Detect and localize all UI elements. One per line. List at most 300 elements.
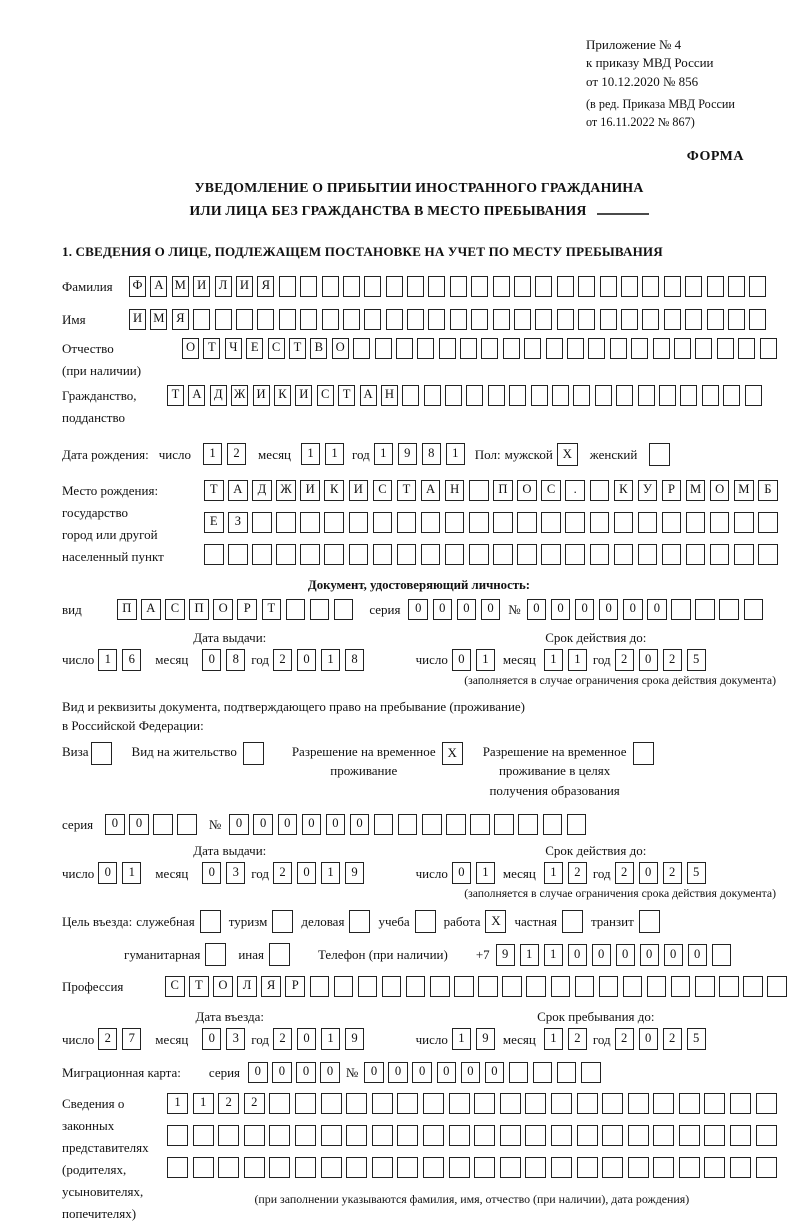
- form-cell[interactable]: [756, 1125, 777, 1146]
- form-cell[interactable]: 1: [98, 649, 117, 671]
- form-cell[interactable]: [695, 599, 715, 620]
- form-cell[interactable]: Т: [262, 599, 282, 620]
- form-cell[interactable]: Т: [397, 480, 417, 501]
- form-cell[interactable]: П: [493, 480, 513, 501]
- form-cell[interactable]: [719, 976, 739, 997]
- form-cell[interactable]: [557, 1062, 577, 1083]
- form-cell[interactable]: [616, 385, 633, 406]
- form-cell[interactable]: Д: [252, 480, 272, 501]
- form-cell[interactable]: [421, 544, 441, 565]
- form-cell[interactable]: 2: [218, 1093, 239, 1114]
- form-cell[interactable]: [758, 544, 778, 565]
- form-cell[interactable]: [493, 309, 510, 330]
- form-cell[interactable]: [728, 309, 745, 330]
- form-cell[interactable]: 0: [647, 599, 667, 620]
- form-cell[interactable]: [474, 1157, 495, 1178]
- purpose-humanitarian-checkbox[interactable]: [205, 943, 226, 966]
- form-cell[interactable]: [525, 1157, 546, 1178]
- form-cell[interactable]: 2: [663, 1028, 682, 1050]
- purpose-transit-checkbox[interactable]: [639, 910, 660, 933]
- form-cell[interactable]: И: [300, 480, 320, 501]
- form-cell[interactable]: 0: [688, 944, 707, 966]
- form-cell[interactable]: [300, 276, 317, 297]
- form-cell[interactable]: [396, 338, 413, 359]
- form-cell[interactable]: [218, 1157, 239, 1178]
- form-cell[interactable]: [704, 1157, 725, 1178]
- form-cell[interactable]: И: [349, 480, 369, 501]
- form-cell[interactable]: [386, 309, 403, 330]
- form-cell[interactable]: 2: [568, 1028, 587, 1050]
- form-cell[interactable]: [500, 1093, 521, 1114]
- form-cell[interactable]: [659, 385, 676, 406]
- form-cell[interactable]: [695, 338, 712, 359]
- form-cell[interactable]: [546, 338, 563, 359]
- form-cell[interactable]: [551, 1093, 572, 1114]
- form-cell[interactable]: [686, 512, 706, 533]
- form-cell[interactable]: [469, 544, 489, 565]
- form-cell[interactable]: [738, 338, 755, 359]
- form-cell[interactable]: 0: [623, 599, 643, 620]
- form-cell[interactable]: 2: [615, 649, 634, 671]
- temp-residence-education-checkbox[interactable]: [633, 742, 654, 765]
- form-cell[interactable]: 0: [229, 814, 249, 835]
- form-cell[interactable]: [664, 276, 681, 297]
- form-cell[interactable]: [244, 1125, 265, 1146]
- form-cell[interactable]: [343, 309, 360, 330]
- form-cell[interactable]: [590, 544, 610, 565]
- form-cell[interactable]: А: [421, 480, 441, 501]
- form-cell[interactable]: [653, 1157, 674, 1178]
- form-cell[interactable]: 2: [615, 1028, 634, 1050]
- form-cell[interactable]: [279, 276, 296, 297]
- form-cell[interactable]: [321, 1125, 342, 1146]
- form-cell[interactable]: [533, 1062, 553, 1083]
- form-cell[interactable]: М: [172, 276, 189, 297]
- form-cell[interactable]: [509, 385, 526, 406]
- form-cell[interactable]: 0: [664, 944, 683, 966]
- form-cell[interactable]: [422, 814, 442, 835]
- purpose-work-checkbox[interactable]: X: [485, 910, 506, 933]
- purpose-study-checkbox[interactable]: [415, 910, 436, 933]
- form-cell[interactable]: [526, 976, 546, 997]
- female-checkbox[interactable]: [649, 443, 670, 466]
- form-cell[interactable]: Ф: [129, 276, 146, 297]
- form-cell[interactable]: [638, 544, 658, 565]
- form-cell[interactable]: [614, 512, 634, 533]
- form-cell[interactable]: [349, 512, 369, 533]
- form-cell[interactable]: Я: [257, 276, 274, 297]
- form-cell[interactable]: [397, 1093, 418, 1114]
- form-cell[interactable]: Т: [338, 385, 355, 406]
- form-cell[interactable]: С: [317, 385, 334, 406]
- form-cell[interactable]: [372, 1157, 393, 1178]
- form-cell[interactable]: [642, 276, 659, 297]
- form-cell[interactable]: 1: [321, 649, 340, 671]
- form-cell[interactable]: 1: [476, 649, 495, 671]
- form-cell[interactable]: 2: [98, 1028, 117, 1050]
- form-cell[interactable]: К: [614, 480, 634, 501]
- form-cell[interactable]: [600, 276, 617, 297]
- form-cell[interactable]: И: [295, 385, 312, 406]
- form-cell[interactable]: [662, 544, 682, 565]
- form-cell[interactable]: 1: [321, 862, 340, 884]
- form-cell[interactable]: 2: [663, 649, 682, 671]
- form-cell[interactable]: Ч: [225, 338, 242, 359]
- form-cell[interactable]: [614, 544, 634, 565]
- form-cell[interactable]: [386, 276, 403, 297]
- form-cell[interactable]: [679, 1125, 700, 1146]
- form-cell[interactable]: [758, 512, 778, 533]
- form-cell[interactable]: [373, 512, 393, 533]
- form-cell[interactable]: [518, 814, 538, 835]
- form-cell[interactable]: А: [360, 385, 377, 406]
- form-cell[interactable]: [300, 512, 320, 533]
- form-cell[interactable]: [653, 338, 670, 359]
- form-cell[interactable]: [517, 512, 537, 533]
- form-cell[interactable]: 0: [364, 1062, 384, 1083]
- form-cell[interactable]: [353, 338, 370, 359]
- form-cell[interactable]: [595, 385, 612, 406]
- form-cell[interactable]: [193, 309, 210, 330]
- form-cell[interactable]: [590, 512, 610, 533]
- form-cell[interactable]: С: [541, 480, 561, 501]
- form-cell[interactable]: А: [141, 599, 161, 620]
- form-cell[interactable]: [358, 976, 378, 997]
- form-cell[interactable]: [671, 599, 691, 620]
- form-cell[interactable]: С: [373, 480, 393, 501]
- form-cell[interactable]: [295, 1093, 316, 1114]
- form-cell[interactable]: 0: [568, 944, 587, 966]
- form-cell[interactable]: [525, 1093, 546, 1114]
- form-cell[interactable]: [674, 338, 691, 359]
- form-cell[interactable]: 0: [202, 1028, 221, 1050]
- form-cell[interactable]: [565, 512, 585, 533]
- form-cell[interactable]: 0: [320, 1062, 340, 1083]
- form-cell[interactable]: О: [517, 480, 537, 501]
- form-cell[interactable]: [704, 1125, 725, 1146]
- form-cell[interactable]: [493, 512, 513, 533]
- form-cell[interactable]: [346, 1157, 367, 1178]
- form-cell[interactable]: К: [324, 480, 344, 501]
- form-cell[interactable]: 9: [496, 944, 515, 966]
- form-cell[interactable]: 2: [663, 862, 682, 884]
- form-cell[interactable]: 9: [345, 862, 364, 884]
- form-cell[interactable]: [551, 1157, 572, 1178]
- form-cell[interactable]: [349, 544, 369, 565]
- form-cell[interactable]: [565, 544, 585, 565]
- form-cell[interactable]: [382, 976, 402, 997]
- form-cell[interactable]: [493, 544, 513, 565]
- form-cell[interactable]: Ж: [231, 385, 248, 406]
- form-cell[interactable]: 0: [202, 649, 221, 671]
- form-cell[interactable]: Н: [445, 480, 465, 501]
- form-cell[interactable]: 2: [568, 862, 587, 884]
- form-cell[interactable]: 0: [296, 1062, 316, 1083]
- form-cell[interactable]: [535, 276, 552, 297]
- form-cell[interactable]: [478, 976, 498, 997]
- form-cell[interactable]: [514, 309, 531, 330]
- form-cell[interactable]: [300, 544, 320, 565]
- form-cell[interactable]: [631, 338, 648, 359]
- form-cell[interactable]: 1: [568, 649, 587, 671]
- form-cell[interactable]: Т: [204, 480, 224, 501]
- form-cell[interactable]: 1: [544, 862, 563, 884]
- form-cell[interactable]: [734, 512, 754, 533]
- form-cell[interactable]: [623, 976, 643, 997]
- form-cell[interactable]: Р: [237, 599, 257, 620]
- visa-checkbox[interactable]: [91, 742, 112, 765]
- form-cell[interactable]: [295, 1125, 316, 1146]
- form-cell[interactable]: М: [150, 309, 167, 330]
- form-cell[interactable]: [215, 309, 232, 330]
- form-cell[interactable]: [602, 1157, 623, 1178]
- form-cell[interactable]: [324, 544, 344, 565]
- form-cell[interactable]: 1: [544, 944, 563, 966]
- form-cell[interactable]: 0: [412, 1062, 432, 1083]
- form-cell[interactable]: 0: [408, 599, 428, 620]
- form-cell[interactable]: [466, 385, 483, 406]
- form-cell[interactable]: [334, 976, 354, 997]
- form-cell[interactable]: 2: [244, 1093, 265, 1114]
- form-cell[interactable]: [423, 1093, 444, 1114]
- form-cell[interactable]: А: [150, 276, 167, 297]
- form-cell[interactable]: [310, 599, 330, 620]
- form-cell[interactable]: 0: [105, 814, 125, 835]
- form-cell[interactable]: 0: [481, 599, 501, 620]
- form-cell[interactable]: [707, 276, 724, 297]
- form-cell[interactable]: [702, 385, 719, 406]
- form-cell[interactable]: [406, 976, 426, 997]
- form-cell[interactable]: [730, 1157, 751, 1178]
- form-cell[interactable]: 2: [273, 1028, 292, 1050]
- form-cell[interactable]: [449, 1125, 470, 1146]
- form-cell[interactable]: 0: [452, 649, 471, 671]
- form-cell[interactable]: [346, 1125, 367, 1146]
- form-cell[interactable]: [346, 1093, 367, 1114]
- form-cell[interactable]: [374, 814, 394, 835]
- residence-permit-checkbox[interactable]: [243, 742, 264, 765]
- form-cell[interactable]: 0: [575, 599, 595, 620]
- form-cell[interactable]: И: [253, 385, 270, 406]
- form-cell[interactable]: 1: [520, 944, 539, 966]
- purpose-other-checkbox[interactable]: [269, 943, 290, 966]
- form-cell[interactable]: [577, 1093, 598, 1114]
- form-cell[interactable]: [445, 385, 462, 406]
- form-cell[interactable]: [638, 385, 655, 406]
- form-cell[interactable]: И: [236, 276, 253, 297]
- form-cell[interactable]: [470, 814, 490, 835]
- form-cell[interactable]: Т: [189, 976, 209, 997]
- form-cell[interactable]: [450, 276, 467, 297]
- form-cell[interactable]: [744, 599, 764, 620]
- form-cell[interactable]: [712, 944, 731, 966]
- form-cell[interactable]: [642, 309, 659, 330]
- form-cell[interactable]: 1: [122, 862, 141, 884]
- form-cell[interactable]: К: [274, 385, 291, 406]
- form-cell[interactable]: А: [188, 385, 205, 406]
- form-cell[interactable]: [321, 1157, 342, 1178]
- purpose-tourism-checkbox[interactable]: [272, 910, 293, 933]
- form-cell[interactable]: П: [117, 599, 137, 620]
- form-cell[interactable]: 1: [325, 443, 344, 465]
- form-cell[interactable]: 7: [122, 1028, 141, 1050]
- form-cell[interactable]: [300, 309, 317, 330]
- form-cell[interactable]: А: [228, 480, 248, 501]
- form-cell[interactable]: [372, 1125, 393, 1146]
- form-cell[interactable]: [474, 1125, 495, 1146]
- form-cell[interactable]: М: [734, 480, 754, 501]
- form-cell[interactable]: [494, 814, 514, 835]
- form-cell[interactable]: [728, 276, 745, 297]
- form-cell[interactable]: 2: [273, 862, 292, 884]
- form-cell[interactable]: 0: [202, 862, 221, 884]
- form-cell[interactable]: [599, 976, 619, 997]
- form-cell[interactable]: [671, 976, 691, 997]
- form-cell[interactable]: [236, 309, 253, 330]
- form-cell[interactable]: 0: [461, 1062, 481, 1083]
- form-cell[interactable]: 9: [398, 443, 417, 465]
- form-cell[interactable]: [471, 309, 488, 330]
- form-cell[interactable]: С: [165, 976, 185, 997]
- form-cell[interactable]: 5: [687, 862, 706, 884]
- form-cell[interactable]: [407, 309, 424, 330]
- form-cell[interactable]: [500, 1157, 521, 1178]
- form-cell[interactable]: 0: [616, 944, 635, 966]
- form-cell[interactable]: Н: [381, 385, 398, 406]
- form-cell[interactable]: 1: [203, 443, 222, 465]
- form-cell[interactable]: П: [189, 599, 209, 620]
- form-cell[interactable]: [749, 276, 766, 297]
- form-cell[interactable]: [551, 976, 571, 997]
- form-cell[interactable]: Я: [172, 309, 189, 330]
- form-cell[interactable]: [269, 1157, 290, 1178]
- form-cell[interactable]: [373, 544, 393, 565]
- form-cell[interactable]: [276, 544, 296, 565]
- form-cell[interactable]: [423, 1157, 444, 1178]
- form-cell[interactable]: [445, 512, 465, 533]
- form-cell[interactable]: [398, 814, 418, 835]
- form-cell[interactable]: [364, 276, 381, 297]
- form-cell[interactable]: [600, 309, 617, 330]
- form-cell[interactable]: 0: [297, 862, 316, 884]
- form-cell[interactable]: [493, 276, 510, 297]
- form-cell[interactable]: Д: [210, 385, 227, 406]
- form-cell[interactable]: [602, 1093, 623, 1114]
- form-cell[interactable]: [343, 276, 360, 297]
- form-cell[interactable]: И: [129, 309, 146, 330]
- form-cell[interactable]: [621, 276, 638, 297]
- form-cell[interactable]: [430, 976, 450, 997]
- form-cell[interactable]: [730, 1093, 751, 1114]
- form-cell[interactable]: [577, 1157, 598, 1178]
- form-cell[interactable]: [509, 1062, 529, 1083]
- form-cell[interactable]: С: [268, 338, 285, 359]
- form-cell[interactable]: И: [193, 276, 210, 297]
- form-cell[interactable]: [279, 309, 296, 330]
- form-cell[interactable]: [679, 1157, 700, 1178]
- form-cell[interactable]: [638, 512, 658, 533]
- form-cell[interactable]: [397, 1125, 418, 1146]
- form-cell[interactable]: [460, 338, 477, 359]
- male-checkbox[interactable]: X: [557, 443, 578, 466]
- form-cell[interactable]: [276, 512, 296, 533]
- form-cell[interactable]: .: [565, 480, 585, 501]
- form-cell[interactable]: [488, 385, 505, 406]
- form-cell[interactable]: 0: [98, 862, 117, 884]
- form-cell[interactable]: [269, 1093, 290, 1114]
- form-cell[interactable]: [680, 385, 697, 406]
- form-cell[interactable]: 3: [226, 1028, 245, 1050]
- form-cell[interactable]: [573, 385, 590, 406]
- form-cell[interactable]: [719, 599, 739, 620]
- form-cell[interactable]: [575, 976, 595, 997]
- form-cell[interactable]: [322, 309, 339, 330]
- form-cell[interactable]: 0: [457, 599, 477, 620]
- form-cell[interactable]: [760, 338, 777, 359]
- form-cell[interactable]: Б: [758, 480, 778, 501]
- form-cell[interactable]: Е: [204, 512, 224, 533]
- form-cell[interactable]: [717, 338, 734, 359]
- form-cell[interactable]: 0: [278, 814, 298, 835]
- form-cell[interactable]: 8: [422, 443, 441, 465]
- form-cell[interactable]: [153, 814, 173, 835]
- form-cell[interactable]: [310, 976, 330, 997]
- form-cell[interactable]: [610, 338, 627, 359]
- form-cell[interactable]: [734, 544, 754, 565]
- form-cell[interactable]: О: [332, 338, 349, 359]
- form-cell[interactable]: [474, 1093, 495, 1114]
- form-cell[interactable]: [428, 309, 445, 330]
- form-cell[interactable]: [372, 1093, 393, 1114]
- form-cell[interactable]: 0: [248, 1062, 268, 1083]
- form-cell[interactable]: 1: [446, 443, 465, 465]
- form-cell[interactable]: 0: [639, 1028, 658, 1050]
- form-cell[interactable]: [647, 976, 667, 997]
- form-cell[interactable]: 0: [599, 599, 619, 620]
- form-cell[interactable]: [749, 309, 766, 330]
- form-cell[interactable]: [551, 1125, 572, 1146]
- form-cell[interactable]: [428, 276, 445, 297]
- form-cell[interactable]: У: [638, 480, 658, 501]
- form-cell[interactable]: Р: [285, 976, 305, 997]
- form-cell[interactable]: 2: [615, 862, 634, 884]
- form-cell[interactable]: С: [165, 599, 185, 620]
- form-cell[interactable]: [244, 1157, 265, 1178]
- form-cell[interactable]: [653, 1125, 674, 1146]
- form-cell[interactable]: 1: [374, 443, 393, 465]
- form-cell[interactable]: 8: [345, 649, 364, 671]
- form-cell[interactable]: О: [710, 480, 730, 501]
- form-cell[interactable]: [469, 512, 489, 533]
- form-cell[interactable]: [686, 544, 706, 565]
- form-cell[interactable]: [535, 309, 552, 330]
- form-cell[interactable]: [417, 338, 434, 359]
- form-cell[interactable]: [653, 1093, 674, 1114]
- form-cell[interactable]: 8: [226, 649, 245, 671]
- form-cell[interactable]: [628, 1125, 649, 1146]
- form-cell[interactable]: 1: [321, 1028, 340, 1050]
- form-cell[interactable]: [402, 385, 419, 406]
- form-cell[interactable]: [541, 512, 561, 533]
- form-cell[interactable]: 0: [297, 1028, 316, 1050]
- form-cell[interactable]: М: [686, 480, 706, 501]
- form-cell[interactable]: [167, 1125, 188, 1146]
- form-cell[interactable]: 0: [527, 599, 547, 620]
- form-cell[interactable]: 0: [297, 649, 316, 671]
- form-cell[interactable]: [502, 976, 522, 997]
- form-cell[interactable]: О: [213, 976, 233, 997]
- form-cell[interactable]: 0: [551, 599, 571, 620]
